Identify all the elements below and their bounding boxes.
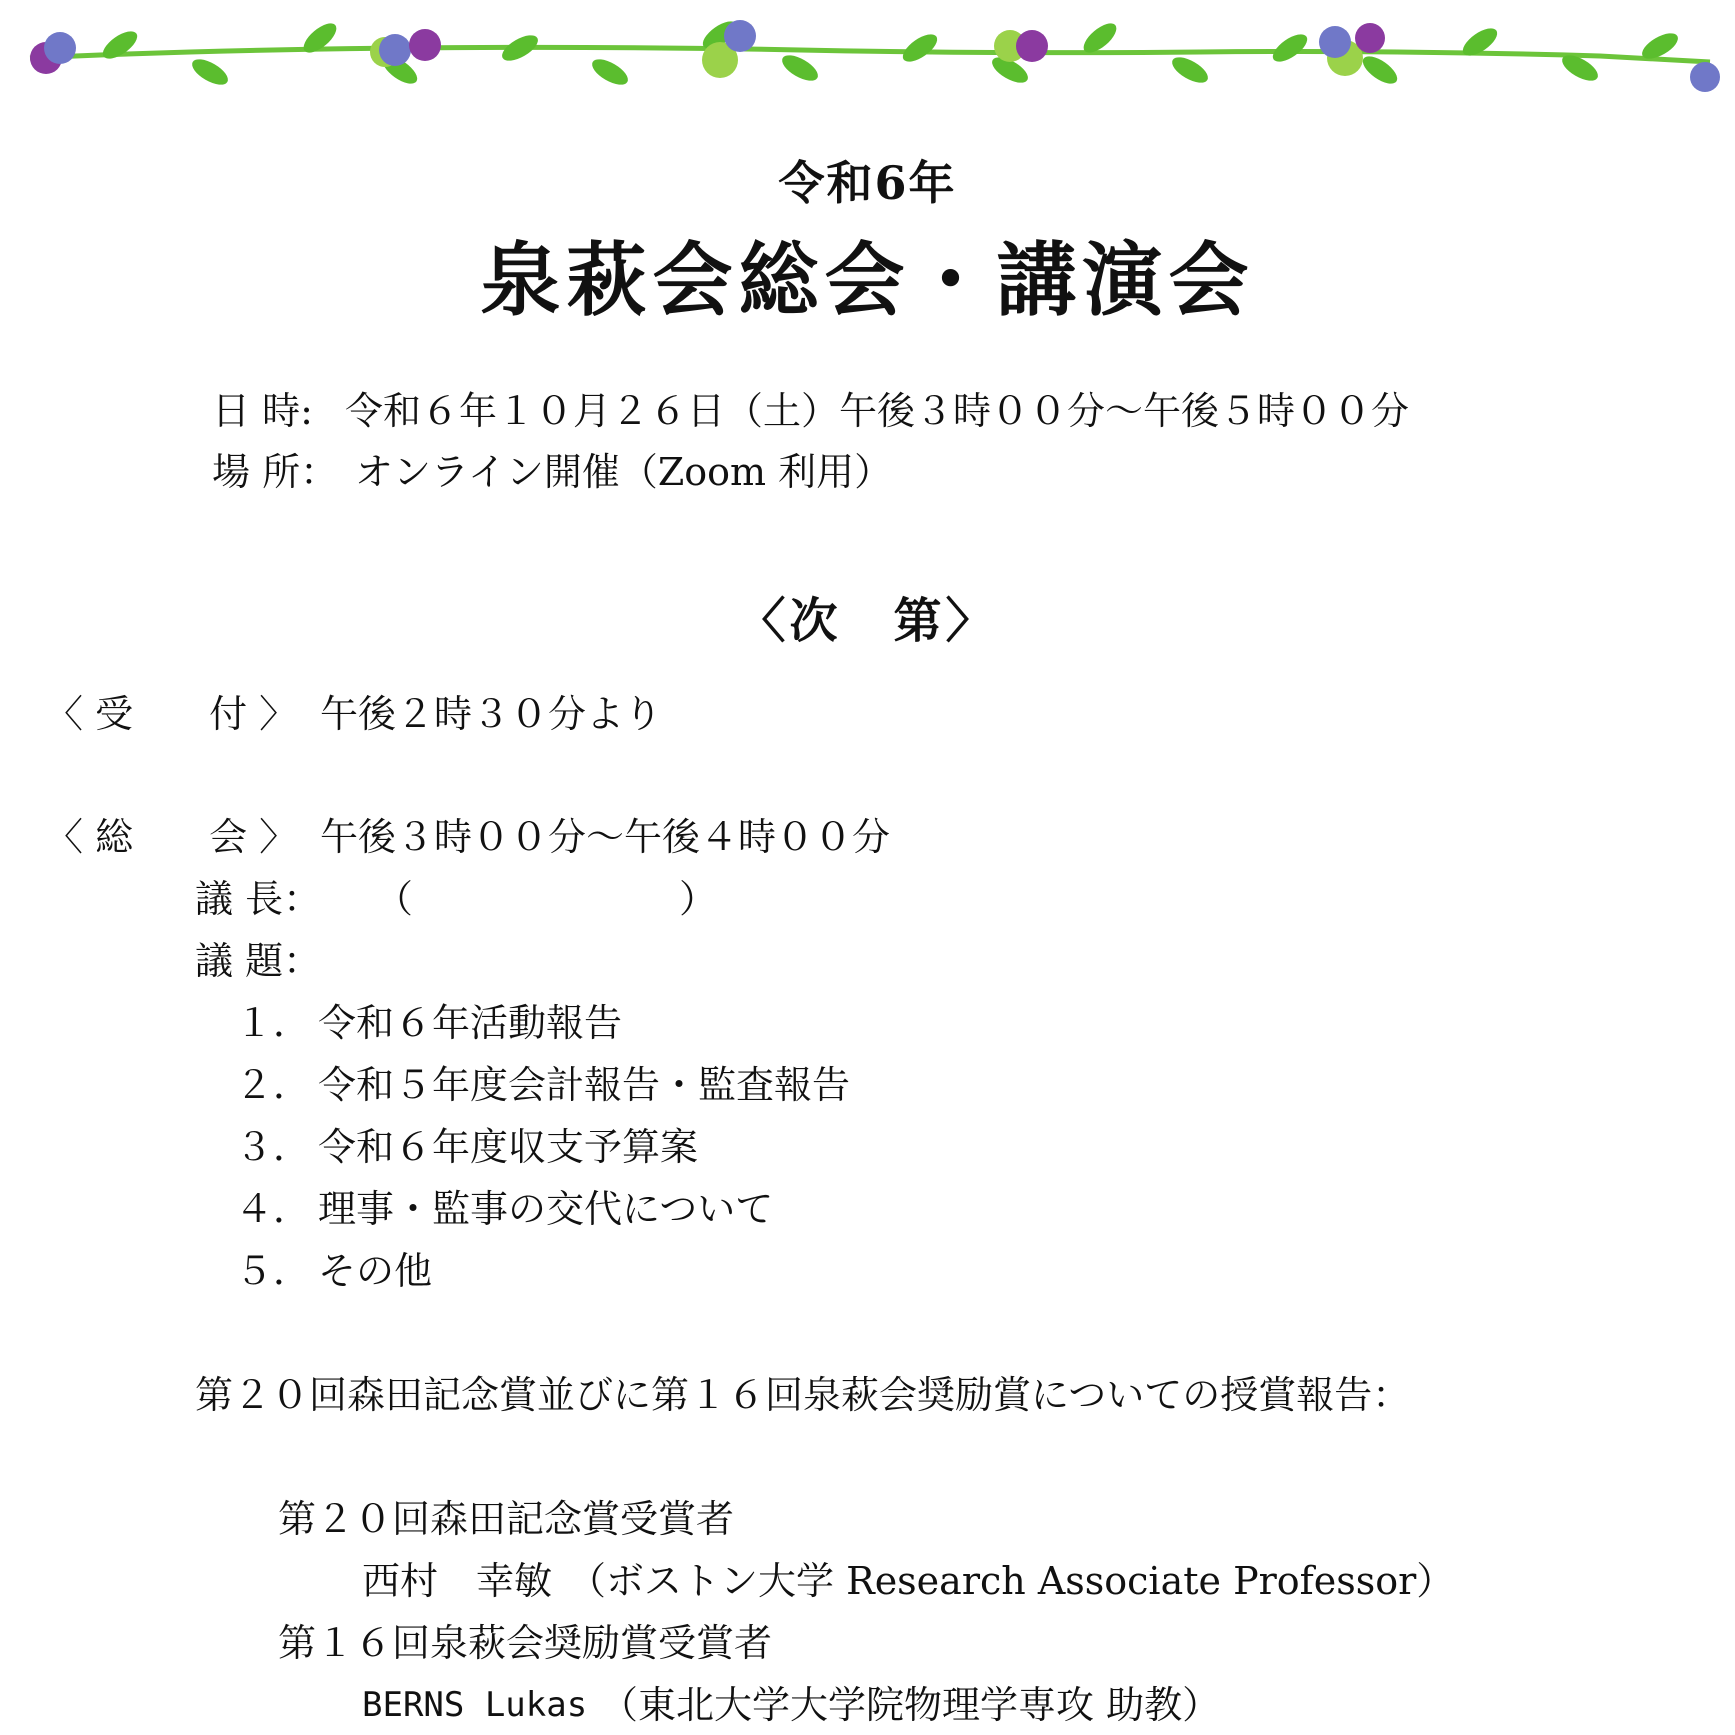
agenda-label: 議 題： <box>195 939 322 983</box>
meeting-label: 〈 総 会 〉 <box>45 815 298 859</box>
vine-stem <box>30 47 1710 62</box>
chair-value: （ ） <box>375 877 718 921</box>
morita-winner-name: 西村 幸敏 <box>362 1559 553 1603</box>
header-year: 令和6年 <box>778 156 957 210</box>
morita-winner-affiliation: （ボストン大学 Research Associate Professor） <box>568 1559 1455 1603</box>
morita-award-title: 第２０回森田記念賞受賞者 <box>278 1497 735 1541</box>
berry <box>44 32 76 64</box>
agenda-item: 令和６年度収支予算案 <box>318 1125 699 1169</box>
vine-decoration <box>0 0 1735 110</box>
program-heading: 〈次 第〉 <box>737 593 998 649</box>
awards-heading: 第２０回森田記念賞並びに第１６回泉萩会奨励賞についての授賞報告： <box>195 1373 1411 1417</box>
leaf <box>1358 51 1401 89</box>
berry <box>1690 62 1720 92</box>
place-label: 場 所： <box>212 450 339 494</box>
agenda-item: その他 <box>318 1249 433 1293</box>
chair-label: 議 長： <box>195 877 322 921</box>
agenda-num: １． <box>235 1001 312 1045</box>
agenda-item: 令和５年度会計報告・監査報告 <box>318 1063 851 1107</box>
berry <box>724 20 756 52</box>
agenda-item: 令和６年活動報告 <box>318 1001 623 1045</box>
leaf <box>188 54 232 90</box>
berry <box>379 34 411 66</box>
meeting-time: 午後３時００分～午後４時００分 <box>320 815 891 859</box>
agenda-item: 理事・監事の交代について <box>318 1187 774 1231</box>
berry <box>1016 30 1048 62</box>
leaf <box>778 50 822 86</box>
encourage-winner-name: BERNS Lukas <box>362 1685 588 1725</box>
berry <box>409 29 441 61</box>
encourage-award-title: 第１６回泉萩会奨励賞受賞者 <box>278 1621 773 1665</box>
date-value: 令和６年１０月２６日（土）午後３時００分～午後５時００分 <box>345 389 1410 433</box>
reception-time: 午後２時３０分より <box>320 692 663 736</box>
reception-label: 〈 受 付 〉 <box>45 692 298 736</box>
leaf <box>588 54 632 90</box>
leaf <box>1168 52 1212 88</box>
leaf <box>1268 29 1311 67</box>
encourage-winner-affiliation: （東北大学大学院物理学専攻 助教） <box>600 1683 1221 1727</box>
leaf <box>98 26 141 64</box>
agenda-num: ４． <box>235 1187 312 1231</box>
agenda-num: ２． <box>235 1063 312 1107</box>
berry <box>1319 26 1351 58</box>
place-value: オンライン開催（Zoom 利用） <box>355 450 893 494</box>
agenda-num: ３． <box>235 1125 312 1169</box>
leaf <box>898 29 941 67</box>
agenda-num: ５． <box>235 1249 312 1293</box>
page-title: 泉萩会総会・講演会 <box>480 233 1255 327</box>
date-label: 日 時: <box>212 389 313 433</box>
leaf <box>299 18 341 58</box>
berry <box>1355 23 1385 53</box>
